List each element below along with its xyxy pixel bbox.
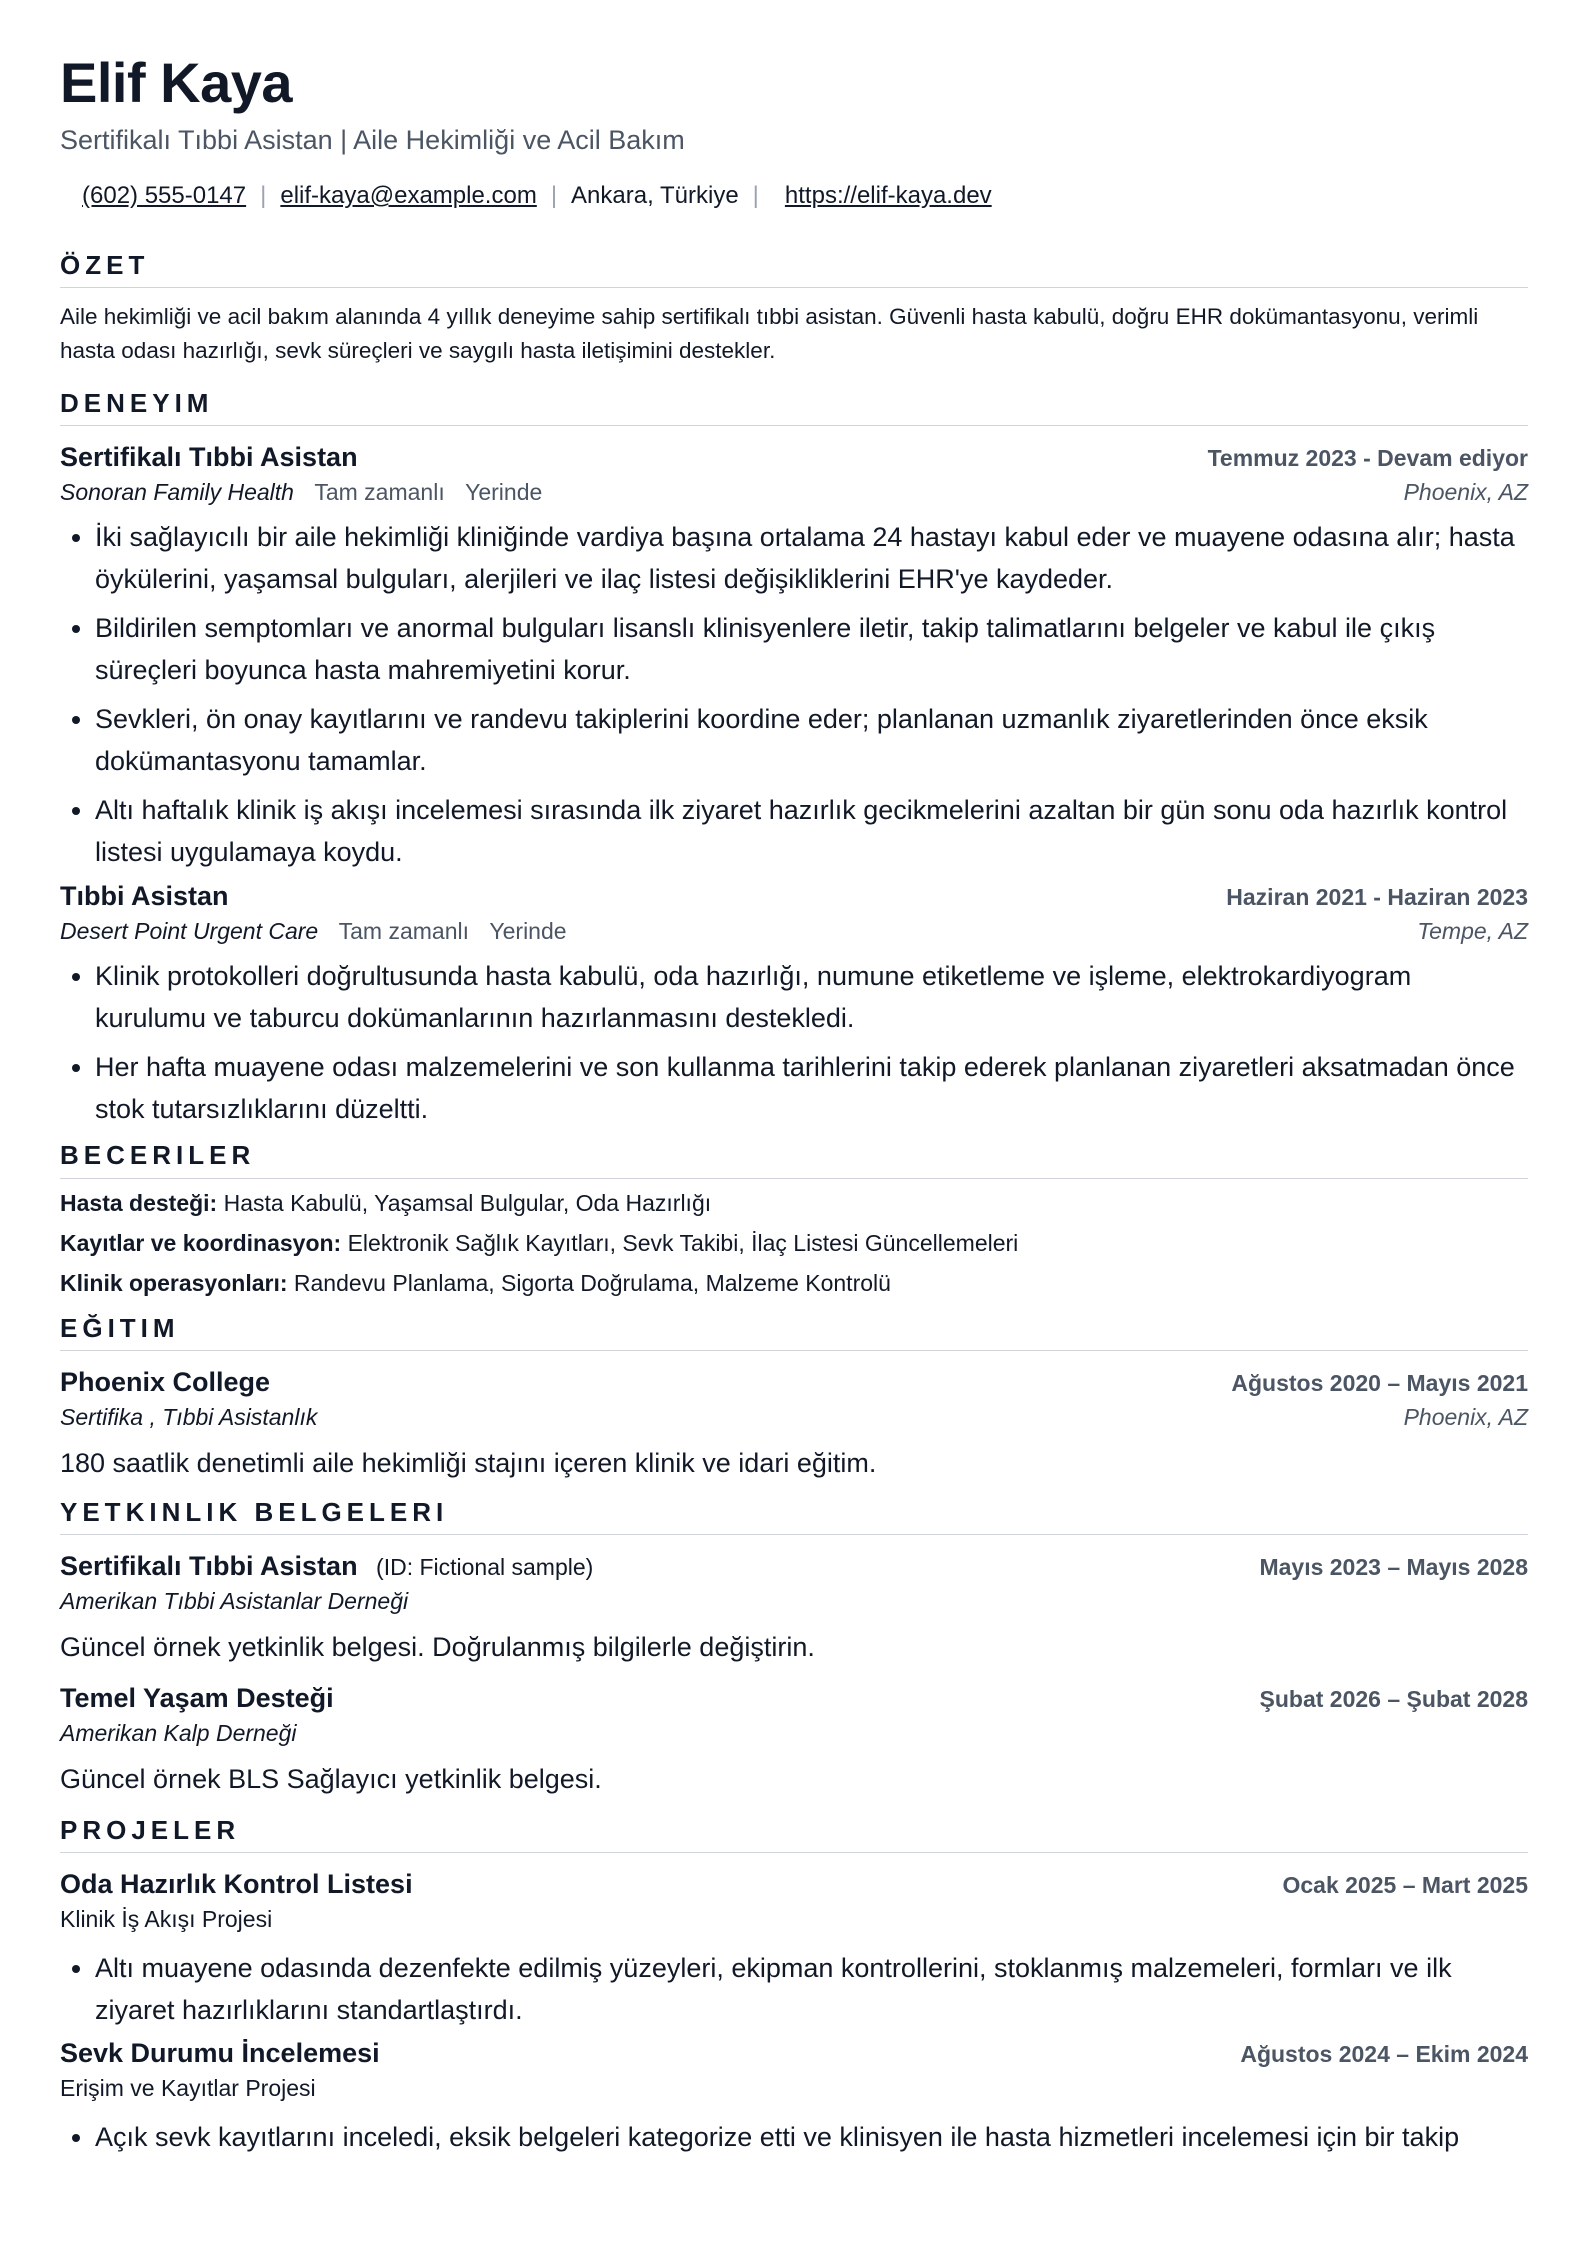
education-entry [60,1367,1528,1483]
summary-text: Aile hekimliği ve acil bakım alanında 4 yıllık deneyime sahip sertifikalı tıbbi asistan. Güvenli hasta kabulü, doğru EHR dokümantasyonu, verimli hasta odası hazırlığı, sevk süreçleri ve saygılı hasta iletişimini destekler. [60,304,1479,364]
email-link[interactable]: elif-kaya@example.com [280,181,537,209]
job-type: Tam zamanlı [338,918,469,945]
job-bullets [60,516,1528,873]
contact-separator: | [550,181,558,209]
certification-name: Sertifikalı Tıbbi Asistan [60,1550,358,1581]
project-dates: Ağustos 2024 – Ekim 2024 [1240,2041,1528,2068]
education-location: Phoenix, AZ [1403,1403,1528,1430]
list-item: • Açık sevk kayıtlarını inceledi, eksik belgeleri kategorize etti ve klinisyen ile hasta hizmetleri incelemesi için bir takip [95,2116,1528,2158]
job-company: Desert Point Urgent Care [60,918,319,945]
certification-entry [60,1683,1528,1799]
project-entry [60,1869,1528,2031]
website-link[interactable]: https://elif-kaya.dev [784,181,992,209]
job-company: Sonoran Family Health [60,479,294,506]
certification-dates: Şubat 2026 – Şubat 2028 [1259,1685,1528,1712]
job-mode: Yerinde [489,918,567,945]
degree-name: Sertifika , Tıbbi Asistanlık [60,1403,318,1430]
school-name: Phoenix College [60,1366,271,1397]
list-item: • Altı haftalık klinik iş akışı incelemesi sırasında ilk ziyaret hazırlık gecikmelerini azaltan bir gün sonu oda hazırlık kontrol listesi uygulamaya koydu. [95,789,1528,873]
section-title-certifications: YETKINLIK BELGELERI [60,1497,1528,1535]
job-location: Phoenix, AZ [1403,479,1528,506]
skills-row [60,1223,1528,1263]
project-subtitle: Erişim ve Kayıtlar Projesi [60,2075,316,2102]
candidate-name: Elif Kaya [60,51,293,114]
project-entry [60,2038,1528,2158]
summary-section [60,250,1528,368]
skills-value: Hasta Kabulü, Yaşamsal Bulgular, Oda Hazırlığı [223,1189,712,1216]
contact-line [60,182,1528,210]
job-mode: Yerinde [465,479,543,506]
certification-entry [60,1551,1528,1667]
project-name: Sevk Durumu İncelemesi [60,2038,380,2069]
projects-section [60,1815,1528,2158]
education-dates: Ağustos 2020 – Mayıs 2021 [1231,1369,1528,1396]
list-item: • Altı muayene odasında dezenfekte edilmiş yüzeyleri, ekipman kontrollerini, stoklanmış malzemeleri, formları ve ilk ziyaret hazırlıklarını standartlaştırdı. [95,1947,1528,2031]
list-item: • Sevkleri, ön onay kayıtlarını ve randevu takiplerini koordine eder; planlanan uzmanlık ziyaretlerinden önce eksik dokümantasyonu tamamlar. [95,698,1528,782]
list-item: • Klinik protokolleri doğrultusunda hasta kabulü, oda hazırlığı, numune etiketleme ve işleme, elektrokardiyogram kurulumu ve taburcu dokümanlarının hazırlanmasını destekledi. [95,955,1528,1039]
job-dates: Haziran 2021 - Haziran 2023 [1226,884,1528,911]
project-bullets [60,2116,1528,2158]
certification-name: Temel Yaşam Desteği [60,1682,334,1713]
section-title-skills: BECERILER [60,1140,1528,1178]
job-role: Sertifikalı Tıbbi Asistan [60,442,358,473]
job-entry [60,442,1528,873]
certifications-section [60,1497,1528,1799]
job-role: Tıbbi Asistan [60,881,229,912]
certification-issuer: Amerikan Kalp Derneği [60,1719,297,1746]
skills-label: Klinik operasyonları: [60,1269,288,1296]
education-section [60,1313,1528,1483]
skills-label: Kayıtlar ve koordinasyon: [60,1229,342,1256]
experience-section [60,388,1528,1130]
skills-label: Hasta desteği: [60,1189,218,1216]
section-title-education: EĞITIM [60,1313,1528,1351]
skills-value: Elektronik Sağlık Kayıtları, Sevk Takibi, İlaç Listesi Güncellemeleri [347,1229,1019,1256]
skills-value: Randevu Planlama, Sigorta Doğrulama, Malzeme Kontrolü [293,1269,891,1296]
phone-link[interactable]: (602) 555-0147 [82,181,247,209]
skills-row [60,1263,1528,1303]
certification-note: Güncel örnek yetkinlik belgesi. Doğrulanmış bilgilerle değiştirin. [60,1631,815,1662]
list-item: • Her hafta muayene odası malzemelerini ve son kullanma tarihlerini takip ederek planlanan ziyaretleri aksatmadan önce stok tutarsızlıklarını düzeltti. [95,1046,1528,1130]
skills-row [60,1183,1528,1223]
skills-section [60,1140,1528,1302]
project-subtitle: Klinik İş Akışı Projesi [60,1906,273,1933]
job-bullets [60,955,1528,1130]
job-location: Tempe, AZ [1417,918,1528,945]
list-item: • İki sağlayıcılı bir aile hekimliği kliniğinde vardiya başına ortalama 24 hastayı kabul eder ve muayene odasına alır; hasta öykülerini, yaşamsal bulguları, alerjileri ve ilaç listesi değişikliklerini EHR'ye kaydeder. [95,516,1528,600]
project-bullets [60,1947,1528,2031]
candidate-headline: Sertifikalı Tıbbi Asistan | Aile Hekimliği ve Acil Bakım [60,124,685,155]
location-text: Ankara, Türkiye [571,181,739,209]
certification-id: (ID: Fictional sample) [376,1553,594,1580]
contact-separator: | [260,181,267,209]
project-dates: Ocak 2025 – Mart 2025 [1282,1872,1528,1899]
job-entry [60,881,1528,1130]
section-title-experience: DENEYIM [60,388,1528,426]
job-type: Tam zamanlı [314,479,445,506]
certification-issuer: Amerikan Tıbbi Asistanlar Derneği [60,1587,409,1614]
contact-separator: | [752,181,759,209]
certification-dates: Mayıs 2023 – Mayıs 2028 [1259,1553,1528,1580]
job-dates: Temmuz 2023 - Devam ediyor [1207,445,1528,472]
section-title-summary: ÖZET [60,250,1528,288]
list-item: • Bildirilen semptomları ve anormal bulguları lisanslı klinisyenlere iletir, takip talimatlarını belgeler ve kabul ile çıkış süreçleri boyunca hasta mahremiyetini korur. [95,607,1528,691]
section-title-projects: PROJELER [60,1815,1528,1853]
project-name: Oda Hazırlık Kontrol Listesi [60,1869,413,1900]
education-description: 180 saatlik denetimli aile hekimliği stajını içeren klinik ve idari eğitim. [60,1447,877,1478]
certification-note: Güncel örnek BLS Sağlayıcı yetkinlik belgesi. [60,1763,602,1794]
